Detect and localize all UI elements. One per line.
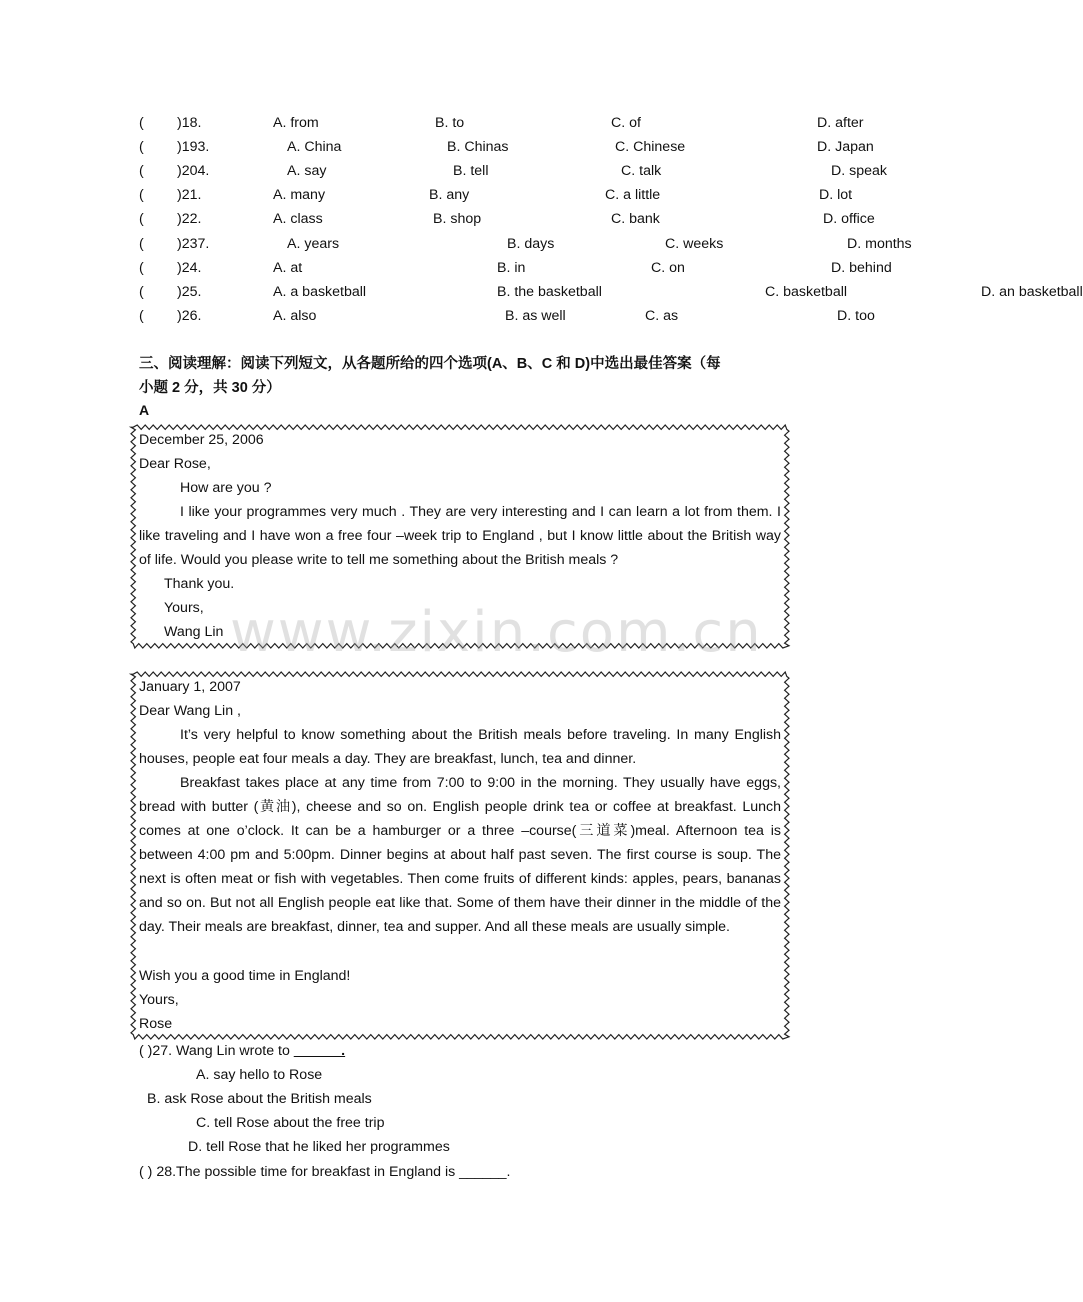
letter2-signature: Rose (139, 1016, 173, 1032)
option-c[interactable]: C. bank (611, 211, 660, 228)
letter2-para2-a: Breakfast takes place at any time from 7:00 to 9:00 in the morning. They usually have eggs, bread with butter ( (139, 775, 781, 815)
answer-paren: ( (139, 187, 144, 204)
option-b[interactable]: B. in (497, 259, 526, 276)
butter-gloss: 黄油 (258, 799, 292, 815)
question-number: )25. (177, 283, 202, 300)
question-number: )22. (177, 211, 202, 228)
option-a[interactable]: A. China (287, 139, 342, 156)
answer-paren: ( (139, 307, 144, 324)
letter2-para2-c: )meal. Afternoon tea is between 4:00 pm and 5:00pm. Dinner begins at about half past seven. The first course is soup. The next is often meat or fish with vegetables. Then come fruits of different kinds: apples, pears, bananas and so on. But not all English people eat like that. Some of them have their dinner in the middle of the day. Their meals are breakfast, dinner, tea and supper. And all these meals are usually simple. (139, 823, 781, 935)
option-d[interactable]: D. after (817, 115, 864, 131)
option-d[interactable]: D. an basketball (981, 283, 1083, 300)
option-c[interactable]: C. Chinese (615, 139, 686, 156)
three-course-gloss: 三道菜 (576, 823, 631, 839)
option-d[interactable]: D. months (847, 235, 912, 252)
option-c[interactable]: C. weeks (665, 235, 724, 252)
question-number: )21. (177, 187, 202, 204)
letter2-wish: Wish you a good time in England! (139, 968, 351, 984)
letter1-date: December 25, 2006 (139, 432, 264, 448)
answer-paren: ( (139, 139, 144, 156)
q27-blank: ______. (293, 1043, 346, 1059)
letter1-signature: Wang Lin (164, 624, 224, 640)
question-number: )237. (177, 235, 210, 252)
answer-paren: ( (139, 235, 144, 252)
letter2-para1: It’s very helpful to know something about the British meals before traveling. In many English houses, people eat four meals a day. They are breakfast, lunch, tea and dinner. (139, 727, 781, 767)
option-c[interactable]: C. basketball (765, 283, 848, 300)
letter2-closing: Yours, (139, 992, 179, 1008)
letter1-line1: How are you ? (180, 480, 272, 496)
option-b[interactable]: B. shop (433, 211, 482, 228)
question-number: )26. (177, 307, 202, 324)
passage-label: A (139, 402, 150, 418)
question-number: )18. (177, 115, 202, 131)
q28-stem: ( ) 28.The possible time for breakfast in England is ______. (139, 1164, 511, 1180)
section-title-line2: 小题 2 分，共 30 分） (139, 380, 281, 396)
letter2-greeting: Dear Wang Lin , (139, 703, 241, 719)
option-b[interactable]: B. the basketball (497, 283, 602, 300)
question-number: )193. (177, 139, 210, 156)
letter2-date: January 1, 2007 (139, 679, 241, 695)
option-c[interactable]: C. on (651, 259, 685, 276)
letter2-para2-b: ), cheese and so on. English people drink tea or coffee at breakfast. Lunch comes at one o’clock. It can be a hamburger or a three –course( (139, 799, 781, 839)
option-a[interactable]: A. from (273, 115, 319, 131)
question-number: )204. (177, 163, 210, 180)
q27-stem-text: ( )27. Wang Lin wrote to (139, 1043, 294, 1059)
option-b[interactable]: B. to (435, 115, 465, 131)
option-c[interactable]: C. as (645, 307, 679, 324)
option-a[interactable]: A. years (287, 235, 340, 252)
watermark: www.zixin.com.cn (230, 600, 763, 665)
answer-paren: ( (139, 283, 144, 300)
option-b[interactable]: B. Chinas (447, 139, 509, 156)
option-a[interactable]: A. class (273, 211, 323, 228)
section-title (139, 352, 784, 400)
letter1-greeting: Dear Rose, (139, 456, 211, 472)
option-d[interactable]: D. too (837, 307, 875, 324)
answer-paren: ( (139, 115, 144, 131)
option-a[interactable]: A. also (273, 307, 317, 324)
option-c[interactable]: C. talk (621, 163, 662, 180)
option-c[interactable]: C. of (611, 115, 641, 131)
letter1-body: I like your programmes very much . They are very interesting and I can learn a lot from them. I like traveling and I have won a free four –week trip to England , but I know little about the British way of life. Would you please write to tell me something about the British meals ? (139, 504, 781, 568)
option-b[interactable]: B. days (507, 235, 555, 252)
option-b[interactable]: B. as well (505, 307, 566, 324)
letter1-closing: Yours, (164, 600, 204, 616)
q27-option-a[interactable]: A. say hello to Rose (196, 1067, 323, 1083)
q27-option-d[interactable]: D. tell Rose that he liked her programmes (188, 1139, 450, 1155)
option-d[interactable]: D. lot (819, 187, 853, 204)
option-d[interactable]: D. Japan (817, 139, 874, 156)
option-a[interactable]: A. say (287, 163, 327, 180)
option-a[interactable]: A. at (273, 259, 303, 276)
q27-stem (139, 1039, 345, 1063)
answer-paren: ( (139, 259, 144, 276)
section-title-line1: 三、阅读理解：阅读下列短文，从各题所给的四个选项(A、B、C 和 D)中选出最佳答案（每 (139, 356, 721, 372)
option-d[interactable]: D. office (823, 211, 875, 228)
option-c[interactable]: C. a little (605, 187, 661, 204)
q27-option-c[interactable]: C. tell Rose about the free trip (196, 1115, 385, 1131)
option-a[interactable]: A. many (273, 187, 326, 204)
option-a[interactable]: A. a basketball (273, 283, 367, 300)
option-d[interactable]: D. behind (831, 259, 892, 276)
q27-option-b[interactable]: B. ask Rose about the British meals (147, 1091, 372, 1107)
letter2-para2 (139, 771, 781, 939)
option-b[interactable]: B. any (429, 187, 470, 204)
option-d[interactable]: D. speak (831, 163, 887, 180)
answer-paren: ( (139, 211, 144, 228)
letter1-thanks: Thank you. (164, 576, 235, 592)
answer-paren: ( (139, 163, 144, 180)
option-b[interactable]: B. tell (453, 163, 489, 180)
question-number: )24. (177, 259, 202, 276)
